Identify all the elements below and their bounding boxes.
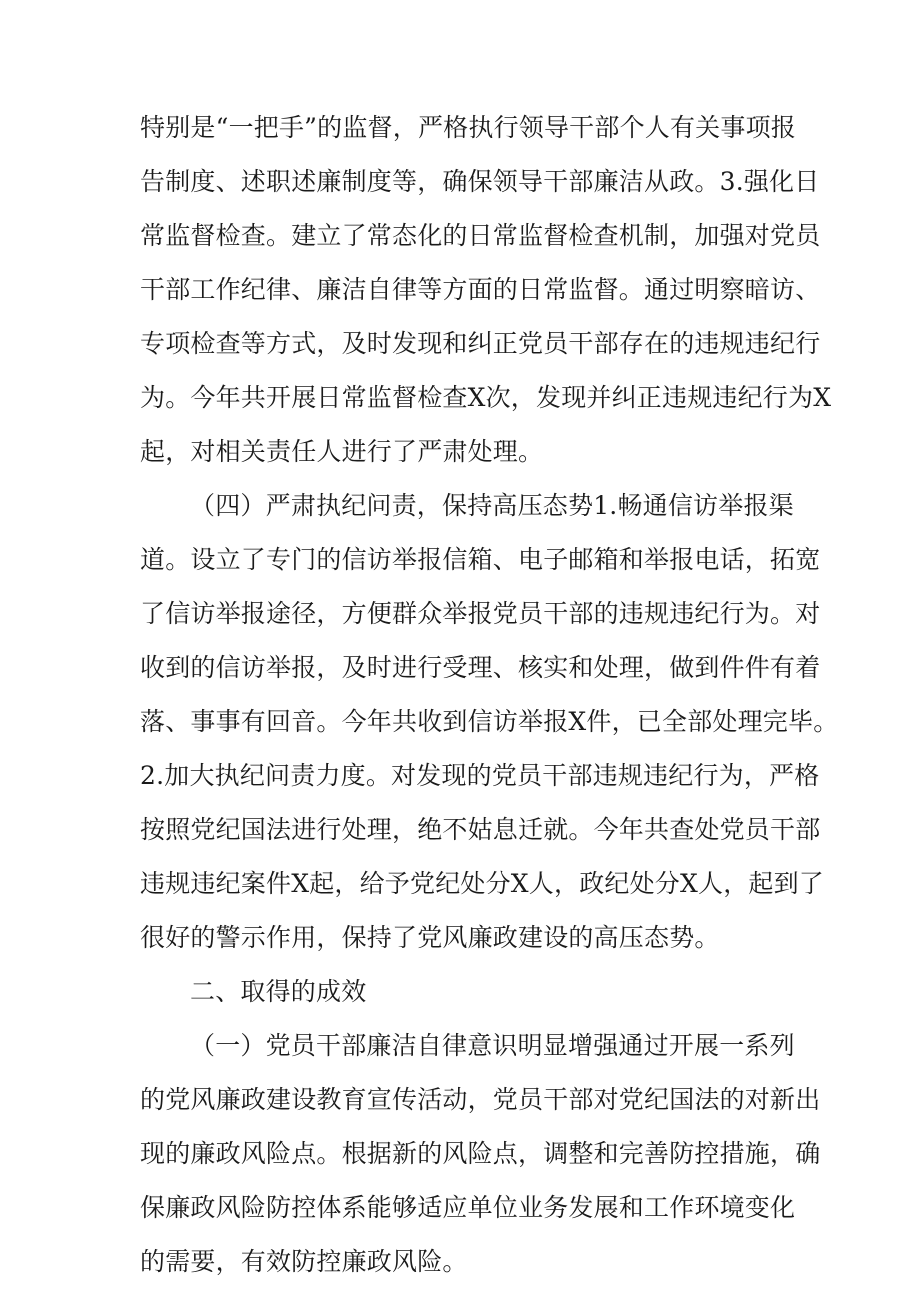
text-line: 现的廉政风险点。根据新的风险点，调整和完善防控措施，确 [140, 1139, 821, 1168]
text-line: 常监督检查。建立了常态化的日常监督检查机制，加强对党员 [140, 221, 821, 250]
text-line: 了信访举报途径，方便群众举报党员干部的违规违纪行为。对 [140, 599, 821, 628]
text-line: 的需要，有效防控廉政风险。 [140, 1247, 468, 1276]
text-line: 为。今年共开展日常监督检查X次，发现并纠正违规违纪行为X [140, 383, 832, 412]
text-line: 干部工作纪律、廉洁自律等方面的日常监督。通过明察暗访、 [140, 275, 821, 304]
text-line: 道。设立了专门的信访举报信箱、电子邮箱和举报电话，拓宽 [140, 545, 821, 574]
text-line: 告制度、述职述廉制度等，确保领导干部廉洁从政。3.强化日 [140, 167, 820, 196]
section-title: 二、取得的成效 [190, 977, 367, 1006]
text-line: 保廉政风险防控体系能够适应单位业务发展和工作环境变化 [140, 1193, 796, 1222]
text-line: 很好的警示作用，保持了党风廉政建设的高压态势。 [140, 923, 720, 952]
text-line: 落、事事有回音。今年共收到信访举报X件，已全部处理完毕。 [140, 707, 839, 736]
subsection-heading-line: （一）党员干部廉洁自律意识明显增强通过开展一系列 [190, 1031, 795, 1060]
text-line: 按照党纪国法进行处理，绝不姑息迁就。今年共查处党员干部 [140, 815, 821, 844]
text-line: 违规违纪案件X起，给予党纪处分X人，政纪处分X人，起到了 [140, 869, 824, 898]
text-line: 的党风廉政建设教育宣传活动，党员干部对党纪国法的对新出 [140, 1085, 821, 1114]
section-heading-line: （四）严肃执纪问责，保持高压态势1.畅通信访举报渠 [190, 491, 794, 520]
text-line: 起，对相关责任人进行了严肃处理。 [140, 437, 544, 466]
text-line: 收到的信访举报，及时进行受理、核实和处理，做到件件有着 [140, 653, 821, 682]
text-line: 2.加大执纪问责力度。对发现的党员干部违规违纪行为，严格 [140, 761, 820, 790]
text-line: 专项检查等方式，及时发现和纠正党员干部存在的违规违纪行 [140, 329, 821, 358]
text-line: 特别是“一把手”的监督，严格执行领导干部个人有关事项报 [140, 113, 796, 142]
